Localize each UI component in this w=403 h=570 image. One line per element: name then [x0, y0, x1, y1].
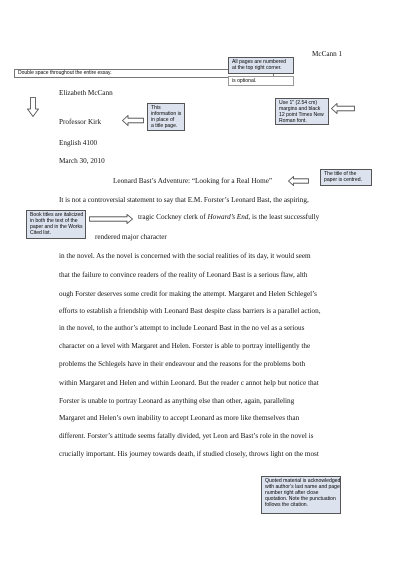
- professor-name: Professor Kirk: [59, 118, 102, 126]
- note-optional: is optional.: [228, 76, 294, 86]
- body-line: efforts to establish a friendship with Leonard Bast despite class barriers is a parallel action,: [59, 307, 321, 315]
- body-line: crucially important. His journey towards death, if studied closely, throws light on the most: [59, 450, 319, 458]
- arrow-left-icon: [122, 115, 144, 126]
- intro-line-2: [138, 213, 319, 222]
- body-line: problems the Schlegels have in their endeavour and the reasons for the problems both: [59, 360, 306, 368]
- body-line: within Margaret and Helen and within Leonard. But the reader c annot help but notice that: [59, 379, 319, 387]
- body-line: character on a level with Margaret and Helen. Forster is able to portray intelligently the: [59, 342, 311, 350]
- arrow-right-icon: [89, 214, 133, 224]
- essay-title: Leonard Bast’s Adventure: “Looking for a Real Home”: [113, 177, 273, 185]
- note-title-page: This information is in place of a title page.: [147, 103, 185, 131]
- body-line: Forster is unable to portray Leonard as anything else than other, again, paralleling: [59, 397, 295, 405]
- note-double-space: Double space throughout the entire essay.: [14, 69, 274, 78]
- body-line: in the novel. As the novel is concerned with the social realities of its day, it would seem: [59, 252, 311, 260]
- course-name: English 4100: [59, 139, 98, 147]
- intro-line-2-suffix: , is the least successfully: [248, 213, 320, 221]
- arrow-left-icon: [331, 103, 355, 114]
- arrow-left-icon: [288, 176, 309, 186]
- intro-line-3: rendered major character: [95, 233, 167, 241]
- book-title: Howard’s End: [207, 213, 249, 221]
- arrow-down-icon: [27, 97, 39, 117]
- note-margins: Use 1" (2.54 cm) margins and black 12 point Times New Roman font.: [275, 98, 329, 125]
- body-line: different. Forster’s attitude seems fatally divided, yet Leon ard Bast’s role in the novel is: [59, 432, 314, 440]
- note-page-numbering: All pages are numbered at the top right corner.: [228, 57, 294, 74]
- body-line: ough Forster deserves some credit for making the attempt. Margaret and Helen Schlegel’s: [59, 290, 317, 298]
- note-quoted-material: Quoted material is acknowledged with author’s last name and page number right after close quotation. Note the punctuation follows the citation.: [261, 476, 341, 514]
- body-line: that the failure to convince readers of the reality of Leonard Bast is a serious flaw, alth: [59, 271, 308, 279]
- note-book-titles: Book titles are italicized in both the text of the paper and in the Works Cited list.: [26, 210, 86, 239]
- intro-line-2-prefix: tragic Cockney clerk of: [138, 213, 206, 221]
- page-number: McCann 1: [312, 50, 343, 58]
- note-title-centred: The title of the paper is centred.: [320, 169, 372, 186]
- essay-date: March 30, 2010: [59, 157, 105, 165]
- body-line: Margaret and Helen’s own inability to accept Leonard as more like themselves than: [59, 414, 300, 422]
- author-name: Elizabeth McCann: [59, 89, 113, 97]
- body-line: in the novel, to the author’s attempt to include Leonard Bast in the no vel as a serious: [59, 324, 305, 332]
- intro-line-1: It is not a controversial statement to say that E.M. Forster’s Leonard Bast, the aspiring,: [59, 196, 309, 204]
